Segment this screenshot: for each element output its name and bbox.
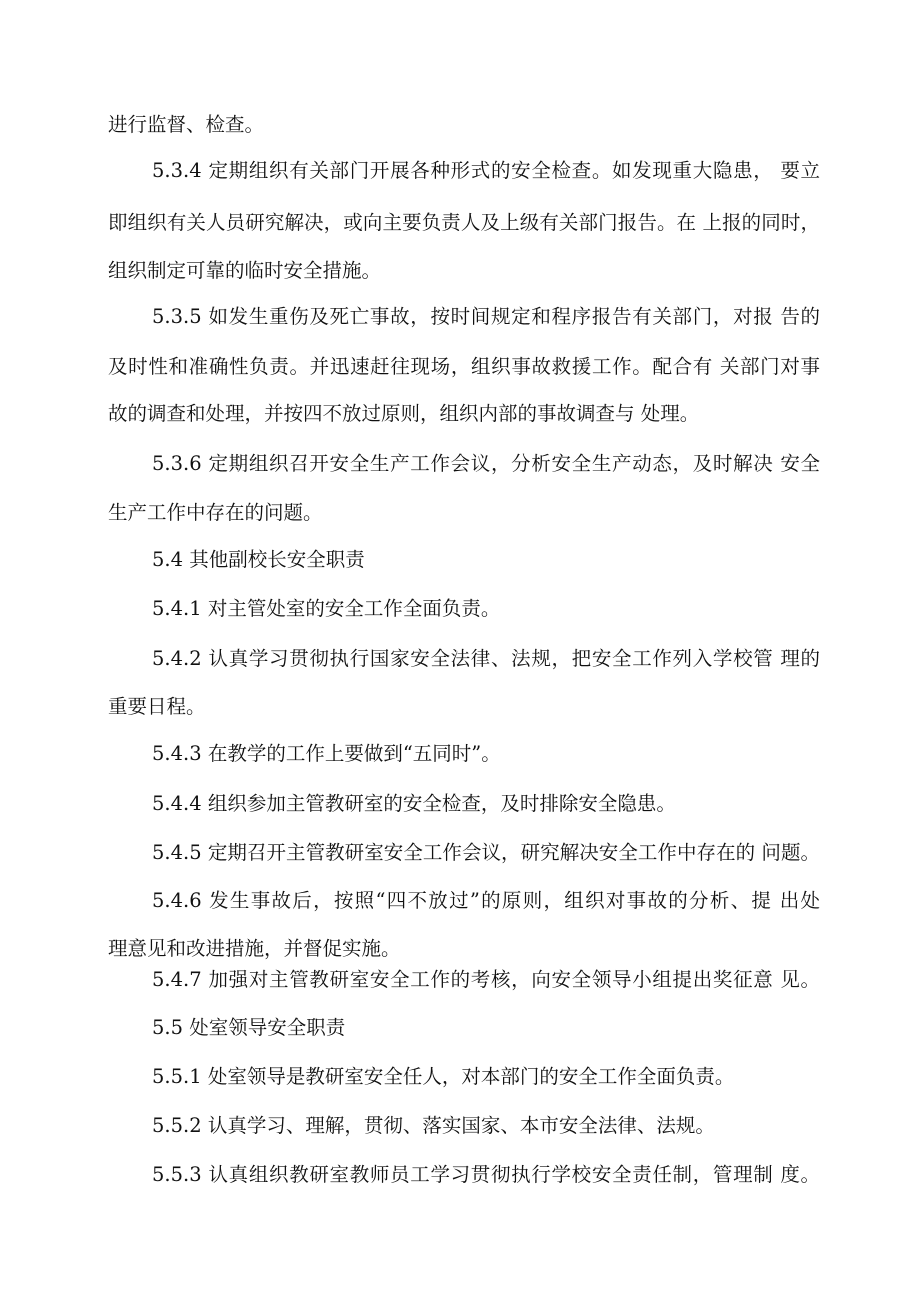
- text-line: 5.4.1 对主管处室的安全工作全面负责。: [152, 597, 501, 620]
- text-line: 5.5.1 处室领导是教研室安全任人，对本部门的安全工作全面负责。: [152, 1065, 735, 1088]
- text-line: 组织制定可靠的临时安全措施。: [108, 259, 382, 282]
- text-line: 及时性和准确性负责。并迅速赶往现场，组织事故救援工作。配合有 关部门对事: [108, 355, 820, 378]
- text-line: 5.4.2 认真学习贯彻执行国家安全法律、法规，把安全工作列入学校管 理的: [152, 647, 820, 670]
- text-line: 5.4.3 在教学的工作上要做到“五同时”。: [152, 742, 501, 765]
- section-heading: 5.4 其他副校长安全职责: [152, 548, 365, 571]
- text-line: 生产工作中存在的问题。: [108, 501, 323, 524]
- text-line: 进行监督、检查。: [108, 113, 265, 136]
- text-line: 5.4.7 加强对主管教研室安全工作的考核，向安全领导小组提出奖征意 见。: [152, 968, 820, 991]
- text-line: 5.4.4 组织参加主管教研室的安全检查，及时排除安全隐患。: [152, 792, 676, 815]
- text-line: 5.5.2 认真学习、理解，贯彻、落实国家、本市安全法律、法规。: [152, 1114, 715, 1137]
- text-line: 故的调查和处理，并按四不放过原则，组织内部的事故调查与 处理。: [108, 402, 700, 425]
- text-line: 5.4.5 定期召开主管教研室安全工作会议，研究解决安全工作中存在的 问题。: [152, 841, 820, 864]
- text-line: 即组织有关人员研究解决，或向主要负责人及上级有关部门报告。在 上报的同时，: [108, 211, 820, 234]
- text-line: 重要日程。: [108, 695, 206, 718]
- text-line: 5.3.4 定期组织有关部门开展各种形式的安全检查。如发现重大隐患， 要立: [152, 159, 820, 182]
- text-line: 5.3.5 如发生重伤及死亡事故，按时间规定和程序报告有关部门，对报 告的: [152, 305, 820, 328]
- section-heading: 5.5 处室领导安全职责: [152, 1016, 346, 1039]
- text-line: 5.3.6 定期组织召开安全生产工作会议，分析安全生产动态，及时解决 安全: [152, 452, 820, 475]
- text-line: 5.5.3 认真组织教研室教师员工学习贯彻执行学校安全责任制，管理制 度。: [152, 1163, 820, 1186]
- text-line: 5.4.6 发生事故后，按照“四不放过”的原则，组织对事故的分析、提 出处: [152, 889, 820, 912]
- text-line: 理意见和改进措施，并督促实施。: [108, 937, 401, 960]
